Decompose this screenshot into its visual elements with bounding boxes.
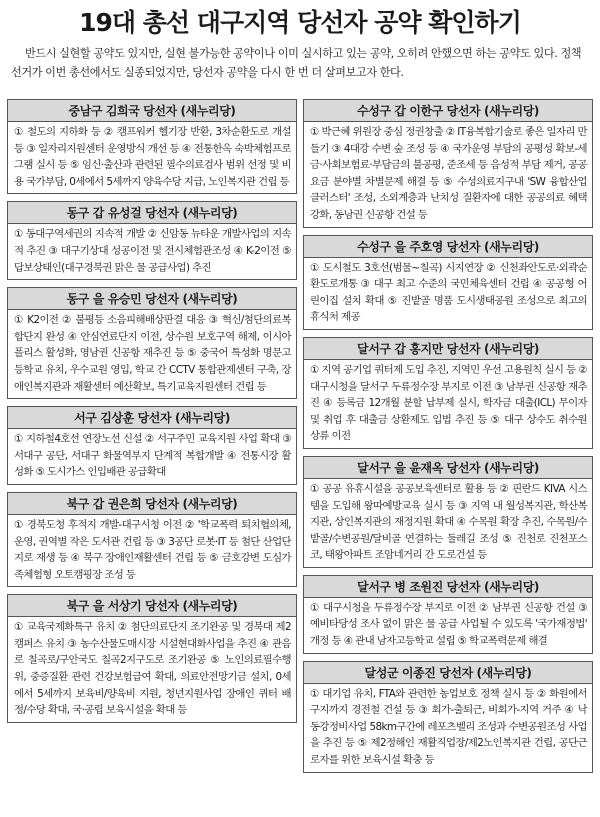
page-title: 19대 총선 대구지역 당선자 공약 확인하기 [79, 8, 521, 37]
pledge-card [7, 287, 297, 399]
card-body: ① K2이전 ② 불평등 소음피해배상판결 대응 ③ 혁신/첨단의료복합단지 완성 ④ 안심연료단지 이전, 상수원 보호구역 해제, 이시아폴리스 활성화, 영남권 신공항 재추진 등 ⑤ 중국어 특성화 명문고등학교 유치, 우수교원 영입, 학교 간 CCTV 통합관제센터 구축, 장애인복지관과 재활센터 예산확보, 특기교육지원센터 건립 등 [14, 314, 291, 393]
card-body: ① 도시철도 3호선(범물~칠곡) 시지연장 ② 신천좌안도로·외곽순환도로개통 ③ 대구 최고 수준의 국민체육센터 건립 ④ 공공형 어린이집 설치 확대 ⑤ 진밭골 명품 도시생태공원 조성으로 최고의 휴식처 제공 [310, 261, 587, 324]
card-body: ① 대구시청을 두류정수장 부지로 이전 ② 남부권 신공항 건설 ③ 예비타당성 조사 없이 맑은 물 공급 사업될 수 있도록 '국가재정법' 개정 등 ④ 관내 남자고등학교 설립 ⑤ 학교폭력문제 해결 [310, 601, 587, 648]
card-body: ① 경북도청 후적지 개발-대구시청 이전 ② '학교폭력 퇴치협의체,운영, 권역별 작은 도서관 건립 등 ③ 3공단 로봇·IT 등 첨단 산업단지로 재생 등 ④ 북구 장애인재활센터 건립 등 ⑤ 금호강변 도심가족체험형 오토캠핑장 조성 등 [14, 518, 291, 581]
card-header: 북구 을 서상기 당선자 (새누리당) [8, 595, 296, 617]
pledge-card [303, 661, 593, 773]
card-header: 달서구 갑 홍지만 당선자 (새누리당) [304, 338, 592, 360]
pledge-card [303, 337, 593, 449]
card-header: 동구 을 유승민 당선자 (새누리당) [8, 288, 296, 310]
pledge-card [7, 201, 297, 280]
card-header: 서구 김상훈 당선자 (새누리당) [8, 407, 296, 429]
card-body: ① 지하철4호선 연장노선 신설 ② 서구주민 교육지원 사업 확대 ③ 서대구 공단, 서대구 화물역부지 단계적 복합개발 ④ 전통시장 활성화 ⑤ 도시가스 인입배관 공급확대 [14, 433, 291, 479]
pledge-card [303, 235, 593, 330]
pledge-card [7, 594, 297, 723]
card-header: 동구 갑 유성걸 당선자 (새누리당) [8, 202, 296, 224]
pledge-card [303, 99, 593, 228]
intro-paragraph: 반드시 실현할 공약도 있지만, 실현 불가능한 공약이나 이미 실시하고 있는 공약, 오히려 안했으면 하는 공약도 있다. 정책선거가 이번 총선에서도 실종되었지만, 당선자 공약을 다시 한 번 더 살펴보고자 한다. [11, 47, 582, 79]
left-column [7, 99, 297, 813]
card-header: 달서구 병 조원진 당선자 (새누리당) [304, 576, 592, 598]
card-body: ① 교육국제화특구 유치 ② 첨단의료단지 조기완공 및 경북대 제2캠퍼스 유치 ③ 농수산물도매시장 시설현대화사업을 추진 ④ 관음로 칠곡로/구안국도 칠곡2지구도로 조기완공 ⑤ 노인의료필수행위, 중증질환 관련 건강보험급여 확대, 의료안전망기금 설치, 0세에서 5세까지 보육비/양육비 지원, 청년지원사업 장애인 퀴터 배정/수당 확대, 국·공립 보육시설을 확대 등 [14, 621, 291, 717]
card-body: ① 지역 공기업 쿼터제 도입 추진, 지역민 우선 고용원칙 실시 등 ② 대구시청을 달서구 두류정수장 부지로 이전 ③ 남부권 신공항 재추진 ④ 등록금 12개월 분할 납부제 실시, 학자금 대출(ICL) 무이자 및 취업 후 대출금 상환제도 입법 추진 등 ⑤ 대구 상수도 취수원 상류 이전 [310, 363, 587, 443]
card-header: 달성군 이종진 당선자 (새누리당) [304, 662, 592, 684]
card-header: 달서구 을 윤재옥 당선자 (새누리당) [304, 457, 592, 479]
right-column [303, 99, 593, 813]
pledge-card [7, 406, 297, 485]
card-header: 수성구 을 주호영 당선자 (새누리당) [304, 236, 592, 258]
pledge-card [7, 99, 297, 194]
card-header: 북구 갑 권은희 당선자 (새누리당) [8, 493, 296, 515]
pledge-card [303, 456, 593, 568]
card-body: ① 동대구역세권의 지속적 개발 ② 신암동 뉴타운 개발사업의 지속적 추진 ③ 대구기상대 성공이전 및 전시체험관조성 ④ K-2이전 ⑤ 답보상태인(대구경북권 맑은 물 공급사업) 추진 [14, 228, 291, 274]
columns [7, 99, 593, 813]
card-header: 수성구 갑 이한구 당선자 (새누리당) [304, 100, 592, 122]
card-header: 중남구 김희국 당선자 (새누리당) [8, 100, 296, 122]
card-body: ① 대기업 유치, FTA와 관련한 농업보호 정책 실시 등 ② 화원에서 구지까지 경전철 건설 등 ③ 회가-출퇴근, 비회가-지역 거주 ④ 낙동강정비사업 58km구간에 레포츠벨리 조성과 수변공원조성 사업을 추진 등 ⑤ 제2정해인 재활직업장/제2노인복지관 건립, 공단근로자를 위한 보육시설 확충 등 [310, 687, 587, 767]
card-body: ① 공공 유휴시설을 공공보육센터로 활용 등 ② 핀란드 KIVA 시스템을 도입해 왕따예방교육 실시 등 ③ 지역 내 월성복지관, 학산복지관, 상인복지관의 재정지원 확대 ④ 수목원 확장 추진, 수목원/수밭골/수변공원/달비골 연결하는 둘레길 조성 ⑤ 진천로 진천포스코, 태왕아파트 조암네거리 간 도로건설 등 [310, 482, 587, 562]
card-body: ① 철도의 지하화 등 ② 캠프워커 헬기장 반환, 3차순환도로 개설 등 ③ 일자리지원센터 운영방식 개선 등 ④ 전통한옥 숙박체험프로그램 실시 등 ⑤ 임신·출산과 관련된 필수의료검사 범위 선정 및 비용 국가부담, 0세에서 5세까지 양육수당 지급, 노인복지관 건립 등 [14, 126, 291, 188]
pledge-card [303, 575, 593, 654]
pledge-card [7, 492, 297, 587]
card-body: ① 박근혜 위원장 중심 정권창출 ② IT융복합기술로 좋은 일자리 만들기 ③ 4대강 수변 숲 조성 등 ④ 국가운영 부담의 공평성 확보-세금·사회보험료·부담금의 불공평, 준조세 등 음성적 부담 제거, 공공요금 분야별 차별문제 해결 등 ⑤ 수성의료지구내 'SW 융합산업 클러스터' 조성, 소외계층과 난치성 질환자에 대한 공공의료 혜택 강화, 동남권 신공항 건설 등 [310, 126, 587, 221]
